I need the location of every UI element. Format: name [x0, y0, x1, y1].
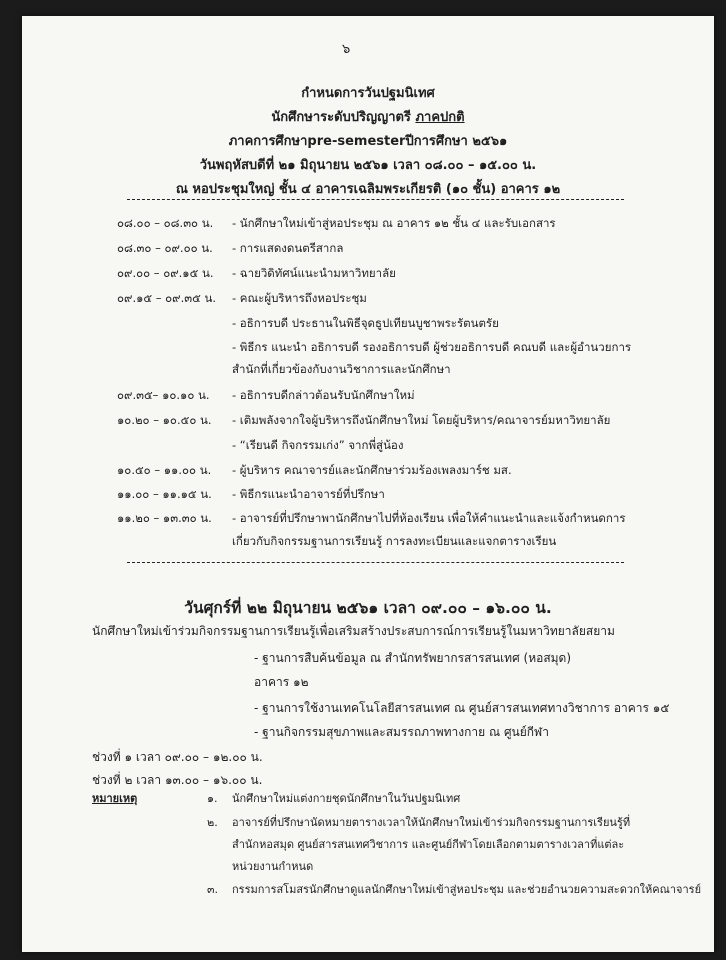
schedule-item: - นักศึกษาใหม่เข้าสู่หอประชุม ณ อาคาร ๑๒ ชั้น ๔ และรับเอกสาร	[232, 216, 556, 230]
schedule-time: ๐๙.๐๐ – ๐๙.๑๕ น.	[117, 266, 214, 280]
schedule-item: - เติมพลังจากใจผู้บริหารถึงนักศึกษาใหม่ โดยผู้บริหาร/คณาจารย์มหาวิทยาลัย	[232, 413, 611, 427]
schedule-item: - พิธีกรแนะนำอาจารย์ที่ปรึกษา	[232, 487, 385, 501]
title-line-2-underlined: ภาคปกติ	[415, 110, 465, 125]
schedule-time: ๐๘.๐๐ – ๐๘.๓๐ น.	[117, 216, 214, 230]
schedule-item: - “เรียนดี กิจกรรมเก่ง” จากพี่สู่น้อง	[232, 438, 404, 452]
schedule-item: - อาจารย์ที่ปรึกษาพานักศึกษาไปที่ห้องเรียน เพื่อให้คำแนะนำและแจ้งกำหนดการ	[232, 511, 626, 525]
schedule-item: - คณะผู้บริหารถึงหอประชุม	[232, 291, 367, 305]
note-text: หน่วยงานกำหนด	[232, 860, 314, 873]
station-item: - ฐานกิจกรรมสุขภาพและสมรรถภาพทางกาย ณ ศูนย์กีฬา	[254, 725, 550, 739]
schedule-item: - ผู้บริหาร คณาจารย์และนักศึกษาร่วมร้องเพลงมาร์ช มส.	[232, 463, 512, 477]
schedule-time: ๑๐.๒๐ – ๑๐.๕๐ น.	[117, 413, 212, 427]
schedule-item: - อธิการบดี ประธานในพิธีจุดธูปเทียนบูชาพระรัตนตรัย	[232, 316, 499, 330]
schedule-item: - ฉายวิดิทัศน์แนะนำมหาวิทยาลัย	[232, 266, 396, 280]
day2-title: วันศุกร์ที่ ๒๒ มิถุนายน ๒๕๖๑ เวลา ๐๙.๐๐ – ๑๖.๐๐ น.	[184, 599, 552, 617]
note-text: นักศึกษาใหม่แต่งกายชุดนักศึกษาในวันปฐมนิเทศ	[232, 792, 461, 805]
schedule-time: ๑๐.๕๐ – ๑๑.๐๐ น.	[117, 463, 212, 477]
schedule-item: เกี่ยวกับกิจกรรมฐานการเรียนรู้ การลงทะเบียนและแจกตารางเรียน	[232, 534, 557, 548]
notes-label: หมายเหตุ	[92, 792, 138, 805]
title-line-1: กำหนดการวันปฐมนิเทศ	[301, 86, 435, 101]
schedule-time: ๑๑.๐๐ – ๑๑.๑๕ น.	[117, 487, 212, 501]
schedule-time: ๐๙.๓๕– ๑๐.๑๐ น.	[117, 388, 210, 402]
schedule-item: - พิธีกร แนะนำ อธิการบดี รองอธิการบดี ผู้ช่วยอธิการบดี คณบดี และผู้อำนวยการ	[232, 340, 632, 354]
schedule-time: ๐๘.๓๐ – ๐๙.๐๐ น.	[117, 241, 213, 255]
schedule-item: - อธิการบดีกล่าวต้อนรับนักศึกษาใหม่	[232, 388, 415, 402]
note-text: อาจารย์ที่ปรึกษานัดหมายตารางเวลาให้นักศึกษาใหม่เข้าร่วมกิจกรรมฐานการเรียนรู้ที่	[232, 816, 631, 829]
station-item: อาคาร ๑๒	[254, 675, 309, 689]
schedule-item: สำนักที่เกี่ยวข้องกับงานวิชาการและนักศึกษา	[232, 362, 451, 376]
document-page	[22, 16, 714, 952]
schedule-item: - การแสดงดนตรีสากล	[232, 241, 344, 255]
note-number: ๓.	[207, 883, 219, 896]
session-time: ช่วงที่ ๒ เวลา ๑๓.๐๐ – ๑๖.๐๐ น.	[92, 773, 263, 787]
session-time: ช่วงที่ ๑ เวลา ๐๙.๐๐ – ๑๒.๐๐ น.	[92, 750, 263, 764]
schedule-time: ๐๙.๑๕ – ๐๙.๓๕ น.	[117, 291, 216, 305]
page-number: ๖	[342, 42, 351, 57]
divider-middle	[127, 562, 624, 563]
title-line-2	[22, 106, 714, 127]
title-line-4: วันพฤหัสบดีที่ ๒๑ มิถุนายน ๒๕๖๑ เวลา ๐๘.๐๐ – ๑๕.๐๐ น.	[199, 158, 537, 173]
schedule-time: ๑๑.๒๐ – ๑๓.๓๐ น.	[117, 511, 212, 525]
title-line-5: ณ หอประชุมใหญ่ ชั้น ๔ อาคารเฉลิมพระเกียรติ (๑๐ ชั้น) อาคาร ๑๒	[175, 182, 561, 197]
station-item: - ฐานการสืบค้นข้อมูล ณ สำนักทรัพยากรสารสนเทศ (หอสมุด)	[254, 651, 572, 665]
note-text: สำนักหอสมุด ศูนย์สารสนเทศวิชาการ และศูนย์กีฬาโดยเลือกตามตารางเวลาที่แต่ละ	[232, 838, 625, 851]
title-line-2-prefix: นักศึกษาระดับปริญญาตรี	[271, 110, 411, 125]
note-number: ๑.	[207, 792, 218, 805]
divider-top	[127, 199, 624, 200]
note-text: กรรมการสโมสรนักศึกษาดูแลนักศึกษาใหม่เข้าสู่หอประชุม และช่วยอำนวยความสะดวกให้คณาจารย์	[232, 883, 702, 896]
title-line-3: ภาคการศึกษาpre-semesterปีการศึกษา ๒๕๖๑	[228, 134, 508, 149]
note-number: ๒.	[207, 816, 218, 829]
day2-intro: นักศึกษาใหม่เข้าร่วมกิจกรรมฐานการเรียนรู้เพื่อเสริมสร้างประสบการณ์การเรียนรู้ในมหาวิทยาลัยสยาม	[92, 624, 615, 638]
station-item: - ฐานการใช้งานเทคโนโลยีสารสนเทศ ณ ศูนย์สารสนเทศทางวิชาการ อาคาร ๑๕	[254, 701, 670, 715]
